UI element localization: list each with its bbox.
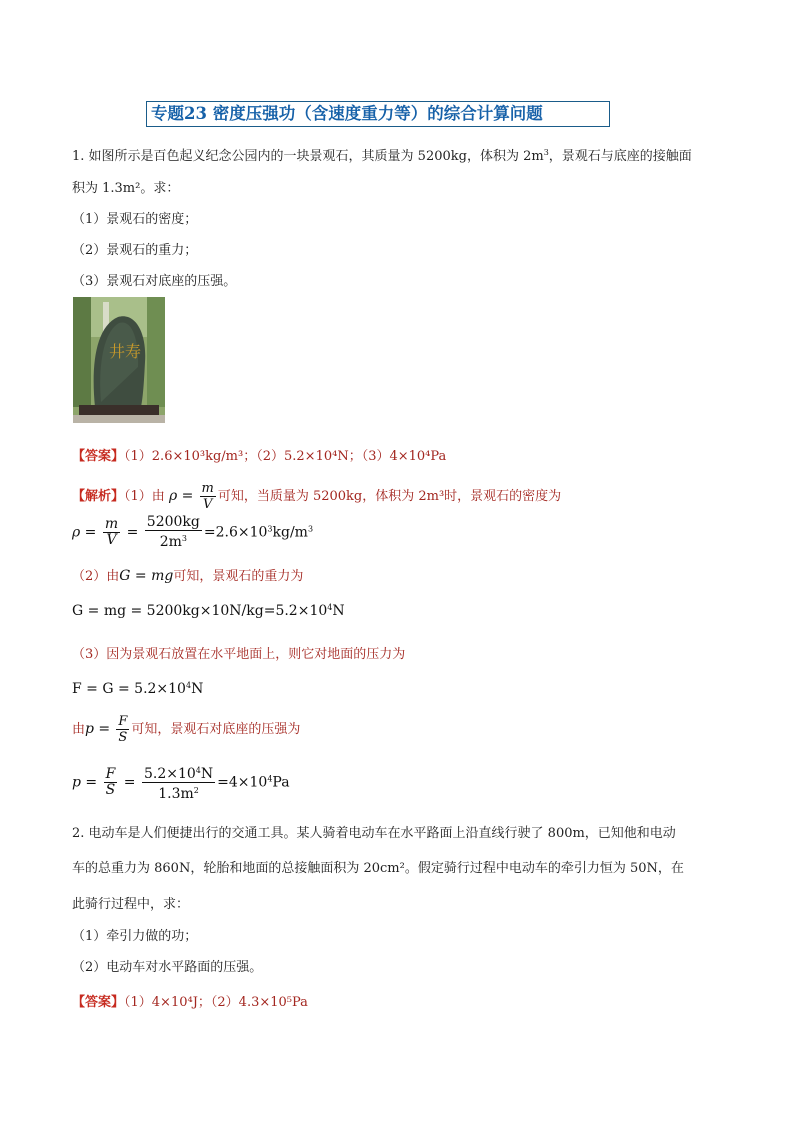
q1-stem-line1: 1. 如图所示是百色起义纪念公园内的一块景观石，其质量为 5200kg，体积为 $2m^3$，景观石与底座的接触面 — [72, 148, 692, 164]
q2-stem-line2: 车的总重力为 860N，轮胎和地面的总接触面积为 20cm²。假定骑行过程中电动车的牵引力恒为 50N，在 — [72, 861, 684, 876]
q1-sub2: （2）景观石的重力； — [72, 243, 198, 258]
q1-analysis-3: （3）因为景观石放置在水平地面上，则它对地面的压力为 — [72, 647, 406, 662]
q1-answer: 【答案】（1）2.6×10³kg/m³；（2）5.2×10⁴N；（3）4×10⁴Pa — [72, 449, 447, 464]
q2-stem-line3: 此骑行过程中，求： — [72, 897, 190, 912]
q1-equation-gravity: G = mg = $5200kg\times 10N/kg=5.2\times 10^4N$ — [72, 603, 345, 619]
q1-equation-force: $F = G = 5.2\times 10^4N$ — [72, 681, 204, 697]
q2-sub2: （2）电动车对水平路面的压强。 — [72, 960, 263, 975]
q1-sub1: （1）景观石的密度； — [72, 212, 198, 227]
page-title: 专题23 密度压强功（含速度重力等）的综合计算问题 — [146, 101, 610, 127]
q2-stem-line1: 2. 电动车是人们便捷出行的交通工具。某人骑着电动车在水平路面上沿直线行驶了 800m，已知他和电动 — [72, 826, 676, 841]
q2-answer: 【答案】（1）4×10⁴J；（2）4.3×10⁵Pa — [72, 995, 308, 1010]
q1-stem-line2: 积为 1.3m²。求： — [72, 181, 180, 196]
q1-analysis-4: 由p = $\frac{F}{S}$ 可知，景观石对底座的压强为 — [72, 714, 301, 745]
q2-sub1: （1）牵引力做的功； — [72, 929, 198, 944]
stone-photo — [73, 297, 165, 423]
q1-equation-pressure: p = $\frac{F}{S}$ = $\frac{5.2\times 10^4N}{1.3m^2}$ $=4\times 10^4Pa$ — [72, 763, 290, 802]
stone-inscription: 井寿 — [109, 342, 142, 361]
q1-sub3: （3）景观石对底座的压强。 — [72, 274, 237, 289]
q1-analysis-1: 【解析】（1）由 ρ = $\frac{m}{V}$ 可知，当质量为 5200kg，体积为 2m³时，景观石的密度为 — [72, 481, 562, 512]
q1-analysis-2: （2）由G = mg可知，景观石的重力为 — [72, 568, 304, 584]
q1-equation-density: ρ = $\frac{m}{V}$ = $\frac{5200kg}{2m^3}$ $=2.6\times 10^3kg/m^3$ — [72, 514, 314, 550]
